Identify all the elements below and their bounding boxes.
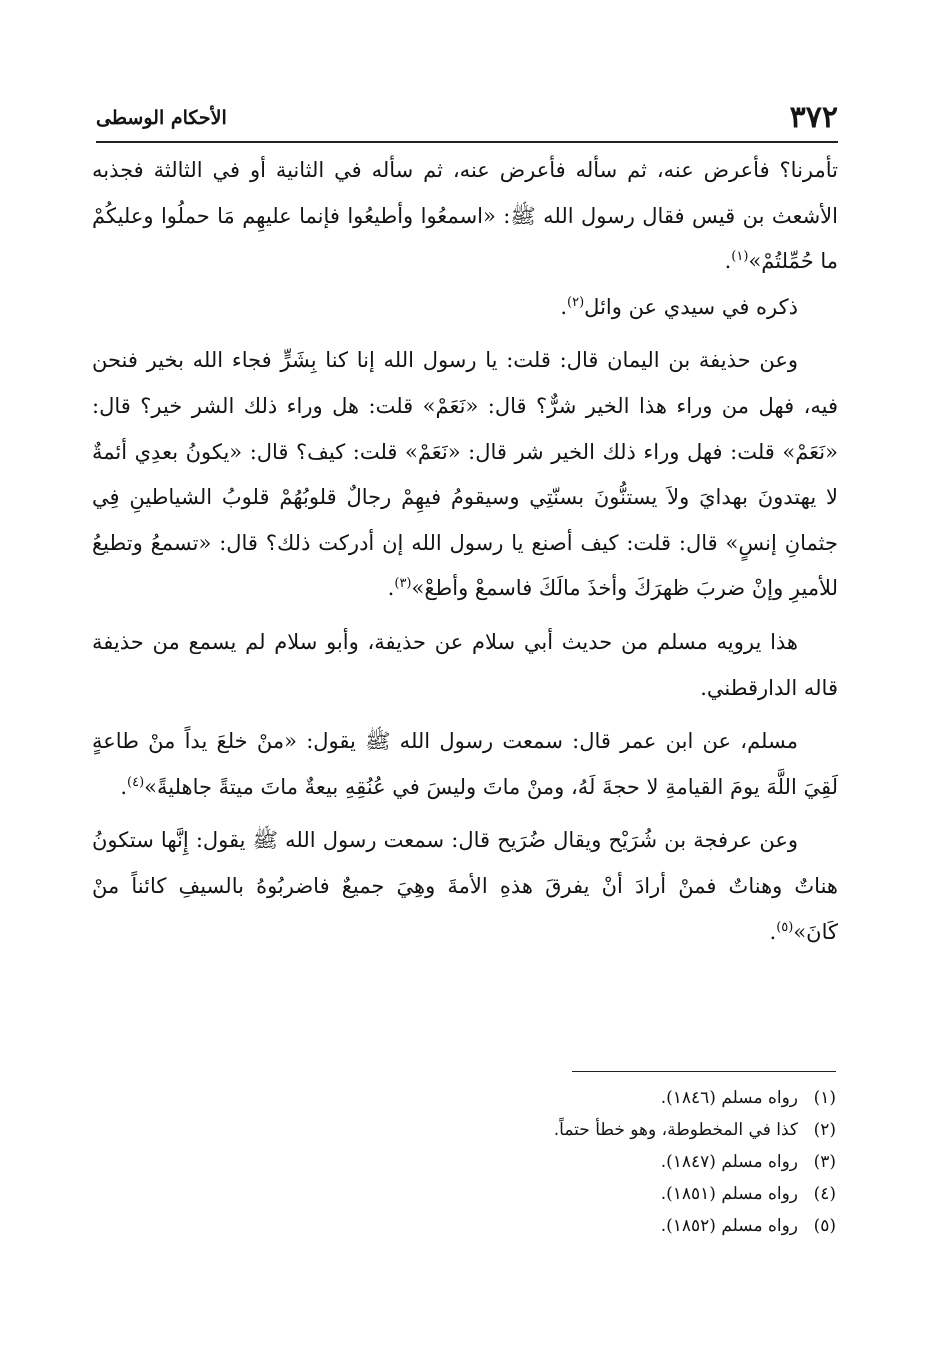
footnote-ref-3: (٣) xyxy=(394,576,412,592)
paragraph-end: . xyxy=(724,249,732,274)
footnote-4 xyxy=(300,1178,836,1210)
footnote-ref-5: (٥) xyxy=(776,919,794,935)
paragraph-text: وعن عرفجة بن شُرَيْح ويقال ضُرَيح قال: سمعت رسول الله ﷺ يقول: إِنَّها ستكونُ هناتٌ وهناتٌ فمنْ أرادَ أنْ يفرقَ هذهِ الأمةَ وهِيَ جميعٌ فاضربُوهُ بالسيفِ كائناً منْ كَانَ» xyxy=(92,828,838,944)
footnote-2 xyxy=(300,1114,836,1146)
paragraph-3 xyxy=(92,338,838,612)
paragraph-text: ذكره في سيدي عن وائل xyxy=(584,294,798,319)
footnote-3 xyxy=(300,1146,836,1178)
paragraph-5 xyxy=(92,719,838,810)
paragraph-end: . xyxy=(769,919,777,944)
paragraph-text: وعن حذيفة بن اليمان قال: قلت: يا رسول الله إنا كنا بِشَرٍّ فجاء الله بخير فنحن فيه، فهل من وراء هذا الخير شرٌّ؟ قال: «نَعَمْ» قلت: هل وراء ذلك الشر خير؟ قال: «نَعَمْ» قلت: فهل وراء ذلك الخير شر قال: «نَعَمْ» قلت: كيف؟ قال: «يكونُ بعدِي أئمةٌ لا يهتدونَ بهدايَ ولاَ يستنُّونَ بسنّتِي وسيقومُ فيهِمْ رجالٌ قلوبُهُمْ قلوبُ الشياطينِ فِي جثمانِ إنسٍ» قال: قلت: كيف أصنع يا رسول الله إن أدركت ذلك؟ قال: «تسمعُ وتطيعُ للأميرِ وإنْ ضربَ ظهرَكَ وأخذَ مالَكَ فاسمعْ وأطعْ» xyxy=(92,348,838,601)
footnote-rule xyxy=(572,1071,836,1072)
footnote-text: رواه مسلم (١٨٥١). xyxy=(660,1184,798,1204)
page-header xyxy=(96,100,838,136)
footnote-number: (٥) xyxy=(813,1216,836,1236)
paragraph-end: . xyxy=(560,294,568,319)
main-text xyxy=(92,148,838,955)
paragraph-text: مسلم، عن ابن عمر قال: سمعت رسول الله ﷺ يقول: «منْ خلعَ يداً منْ طاعةٍ لَقِيَ اللَّهَ يومَ القيامةِ لا حجةَ لَهُ، ومنْ ماتَ وليسَ في عُنُقِهِ بيعةٌ ماتَ ميتةً جاهليةً» xyxy=(92,729,838,799)
footnote-ref-4: (٤) xyxy=(127,774,145,790)
page-number: ٣٧٢ xyxy=(789,100,838,135)
header-rule xyxy=(96,141,838,143)
paragraph-1 xyxy=(92,148,838,285)
footnote-number: (٤) xyxy=(813,1184,836,1204)
footnote-number: (٢) xyxy=(813,1120,836,1140)
footnote-ref-2: (٢) xyxy=(567,294,585,310)
footnote-text: رواه مسلم (١٨٥٢). xyxy=(660,1216,798,1236)
paragraph-end: . xyxy=(700,675,707,700)
footnote-text: كذا في المخطوطة، وهو خطأ حتماً. xyxy=(553,1120,798,1140)
paragraph-text: تأمرنا؟ فأعرض عنه، ثم سأله فأعرض عنه، ثم سأله في الثانية أو في الثالثة فجذبه الأشعث بن قيس فقال رسول الله ﷺ: «اسمعُوا وأطيعُوا فإنما عليهِم مَا حملُوا وعليكُمْ ما حُمِّلتُمْ» xyxy=(92,158,838,274)
paragraph-4 xyxy=(92,620,838,711)
paragraph-text: هذا يرويه مسلم من حديث أبي سلام عن حذيفة، وأبو سلام لم يسمع من حذيفة قاله الدارقطني xyxy=(92,629,838,700)
paragraph-end: . xyxy=(387,576,395,601)
footnote-text: رواه مسلم (١٨٤٦). xyxy=(660,1088,798,1108)
paragraph-end: . xyxy=(120,774,127,799)
paragraph-6 xyxy=(92,818,838,955)
footnote-number: (٣) xyxy=(813,1152,836,1172)
footnote-ref-1: (١) xyxy=(731,249,749,265)
paragraph-2 xyxy=(92,285,838,331)
footnotes xyxy=(300,1082,836,1242)
footnote-number: (١) xyxy=(813,1088,836,1108)
footnote-5 xyxy=(300,1210,836,1242)
footnote-1 xyxy=(300,1082,836,1114)
running-title: الأحكام الوسطى xyxy=(96,107,227,129)
footnote-text: رواه مسلم (١٨٤٧). xyxy=(660,1152,798,1172)
